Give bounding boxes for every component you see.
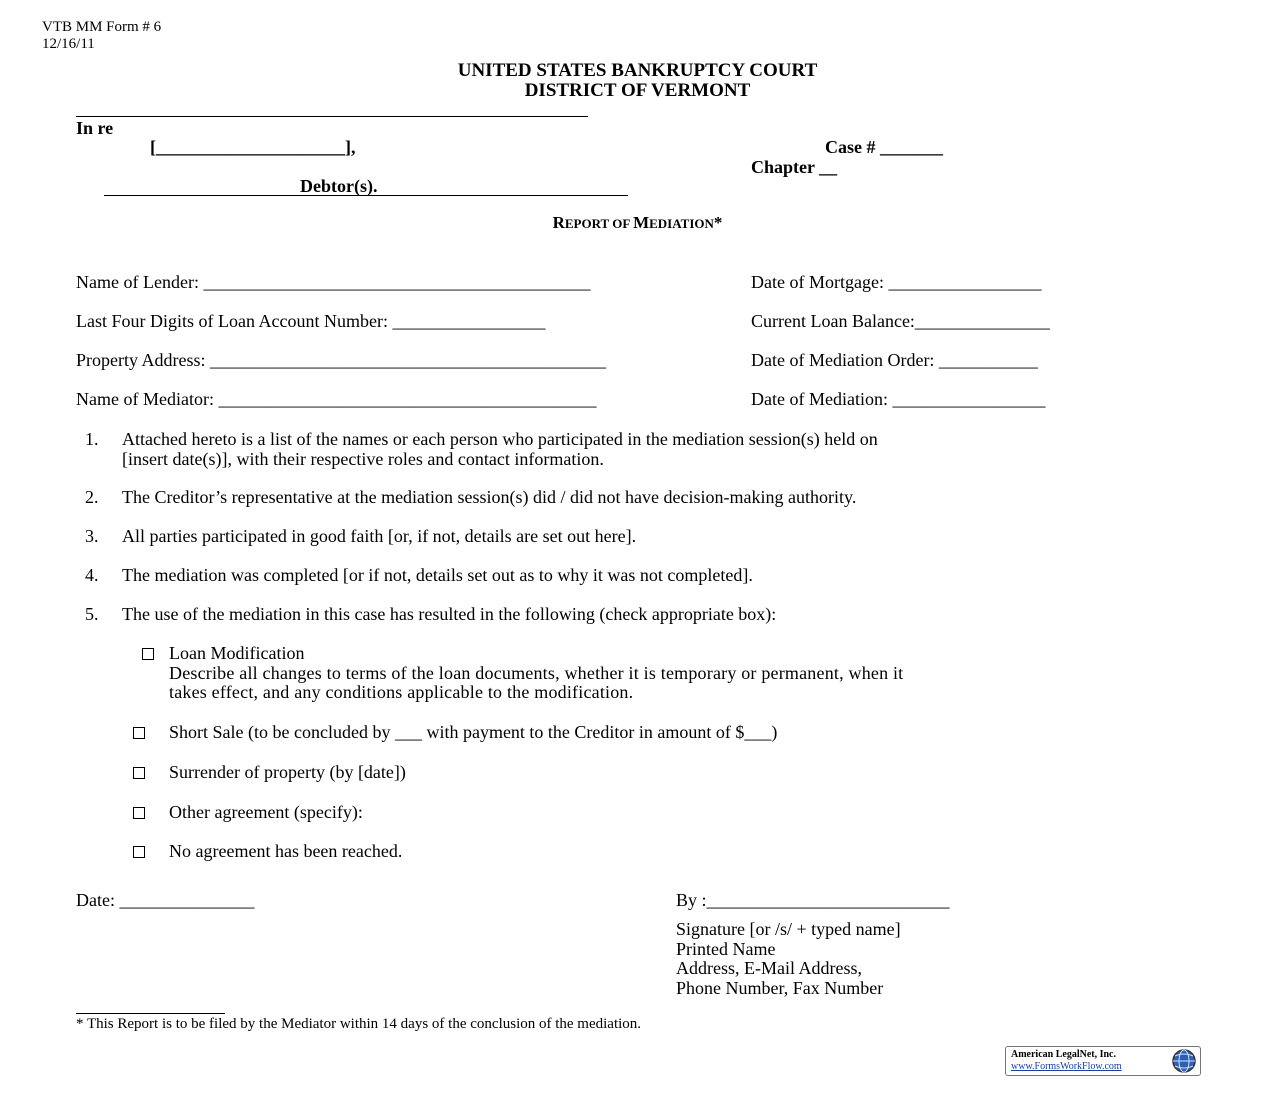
surrender-label: Surrender of property (by [date])	[169, 762, 406, 782]
item-text: Attached hereto is a list of the names or each person who participated in the mediation session(s) held on	[122, 429, 878, 449]
property-address-field: Property Address: ____________________________________________	[76, 350, 606, 370]
phone-line: Phone Number, Fax Number	[676, 978, 884, 998]
caption-top-rule	[76, 116, 588, 117]
item-text: [insert date(s)], with their respective roles and contact information.	[122, 449, 604, 469]
no-agreement-checkbox[interactable]	[133, 846, 145, 858]
form-id: VTB MM Form # 6	[42, 19, 162, 35]
short-sale-label: Short Sale (to be concluded by ___ with payment to the Creditor in amount of $___)	[169, 722, 778, 742]
logo-company: American LegalNet, Inc.	[1011, 1049, 1116, 1060]
address-line: Address, E-Mail Address,	[676, 958, 862, 978]
loan-digits-field: Last Four Digits of Loan Account Number: _________________	[76, 311, 546, 331]
item-number: 3.	[85, 526, 99, 546]
signature-line: Signature [or /s/ + typed name]	[676, 919, 901, 939]
debtor-name-field: [_____________________],	[150, 137, 356, 157]
item-text: The mediation was completed [or if not, details set out as to why it was not completed].	[122, 565, 753, 585]
item-number: 4.	[85, 565, 99, 585]
other-agreement-label: Other agreement (specify):	[169, 802, 363, 822]
debtor-label: Debtor(s).	[300, 176, 378, 196]
mediation-order-date-field: Date of Mediation Order: ___________	[751, 350, 1038, 370]
court-title: UNITED STATES BANKRUPTCY COURT	[457, 60, 818, 81]
other-agreement-checkbox[interactable]	[133, 807, 145, 819]
item-number: 2.	[85, 487, 99, 507]
item-number: 5.	[85, 604, 99, 624]
form-date: 12/16/11	[42, 36, 95, 52]
in-re-label: In re	[76, 118, 114, 138]
american-legalnet-logo[interactable]	[1005, 1046, 1201, 1076]
globe-icon	[1171, 1048, 1197, 1074]
footnote-rule	[76, 1013, 225, 1014]
item-text: All parties participated in good faith [or, if not, details are set out here].	[122, 526, 637, 546]
loan-balance-field: Current Loan Balance:_______________	[751, 311, 1050, 331]
printed-name-line: Printed Name	[676, 939, 776, 959]
short-sale-checkbox[interactable]	[133, 727, 145, 739]
footnote: * This Report is to be filed by the Mediator within 14 days of the conclusion of the mediation.	[76, 1016, 642, 1032]
loan-modification-label: Loan Modification	[169, 643, 305, 663]
no-agreement-label: No agreement has been reached.	[169, 841, 403, 861]
signature-field: By :___________________________	[676, 890, 950, 910]
chapter-field: Chapter __	[751, 157, 838, 177]
lender-field: Name of Lender: ___________________________________________	[76, 272, 591, 292]
item-text: The Creditor’s representative at the mediation session(s) did / did not have decision-making authority.	[122, 487, 857, 507]
surrender-checkbox[interactable]	[133, 767, 145, 779]
logo-url-link[interactable]: www.FormsWorkFlow.com	[1011, 1061, 1122, 1072]
item-number: 1.	[85, 429, 99, 449]
date-field: Date: _______________	[76, 890, 255, 910]
mediation-date-field: Date of Mediation: _________________	[751, 389, 1046, 409]
report-title: REPORT OF MEDIATION*	[552, 213, 723, 232]
case-number-field: Case # _______	[825, 137, 943, 157]
mortgage-date-field: Date of Mortgage: _________________	[751, 272, 1042, 292]
district-title: DISTRICT OF VERMONT	[524, 80, 751, 101]
item-text: The use of the mediation in this case has resulted in the following (check appropriate box):	[122, 604, 777, 624]
loan-modification-checkbox[interactable]	[142, 648, 154, 660]
loan-modification-desc: takes effect, and any conditions applicable to the modification.	[169, 682, 634, 702]
mediator-field: Name of Mediator: __________________________________________	[76, 389, 597, 409]
loan-modification-desc: Describe all changes to terms of the loan documents, whether it is temporary or permanent, when it	[169, 663, 904, 683]
